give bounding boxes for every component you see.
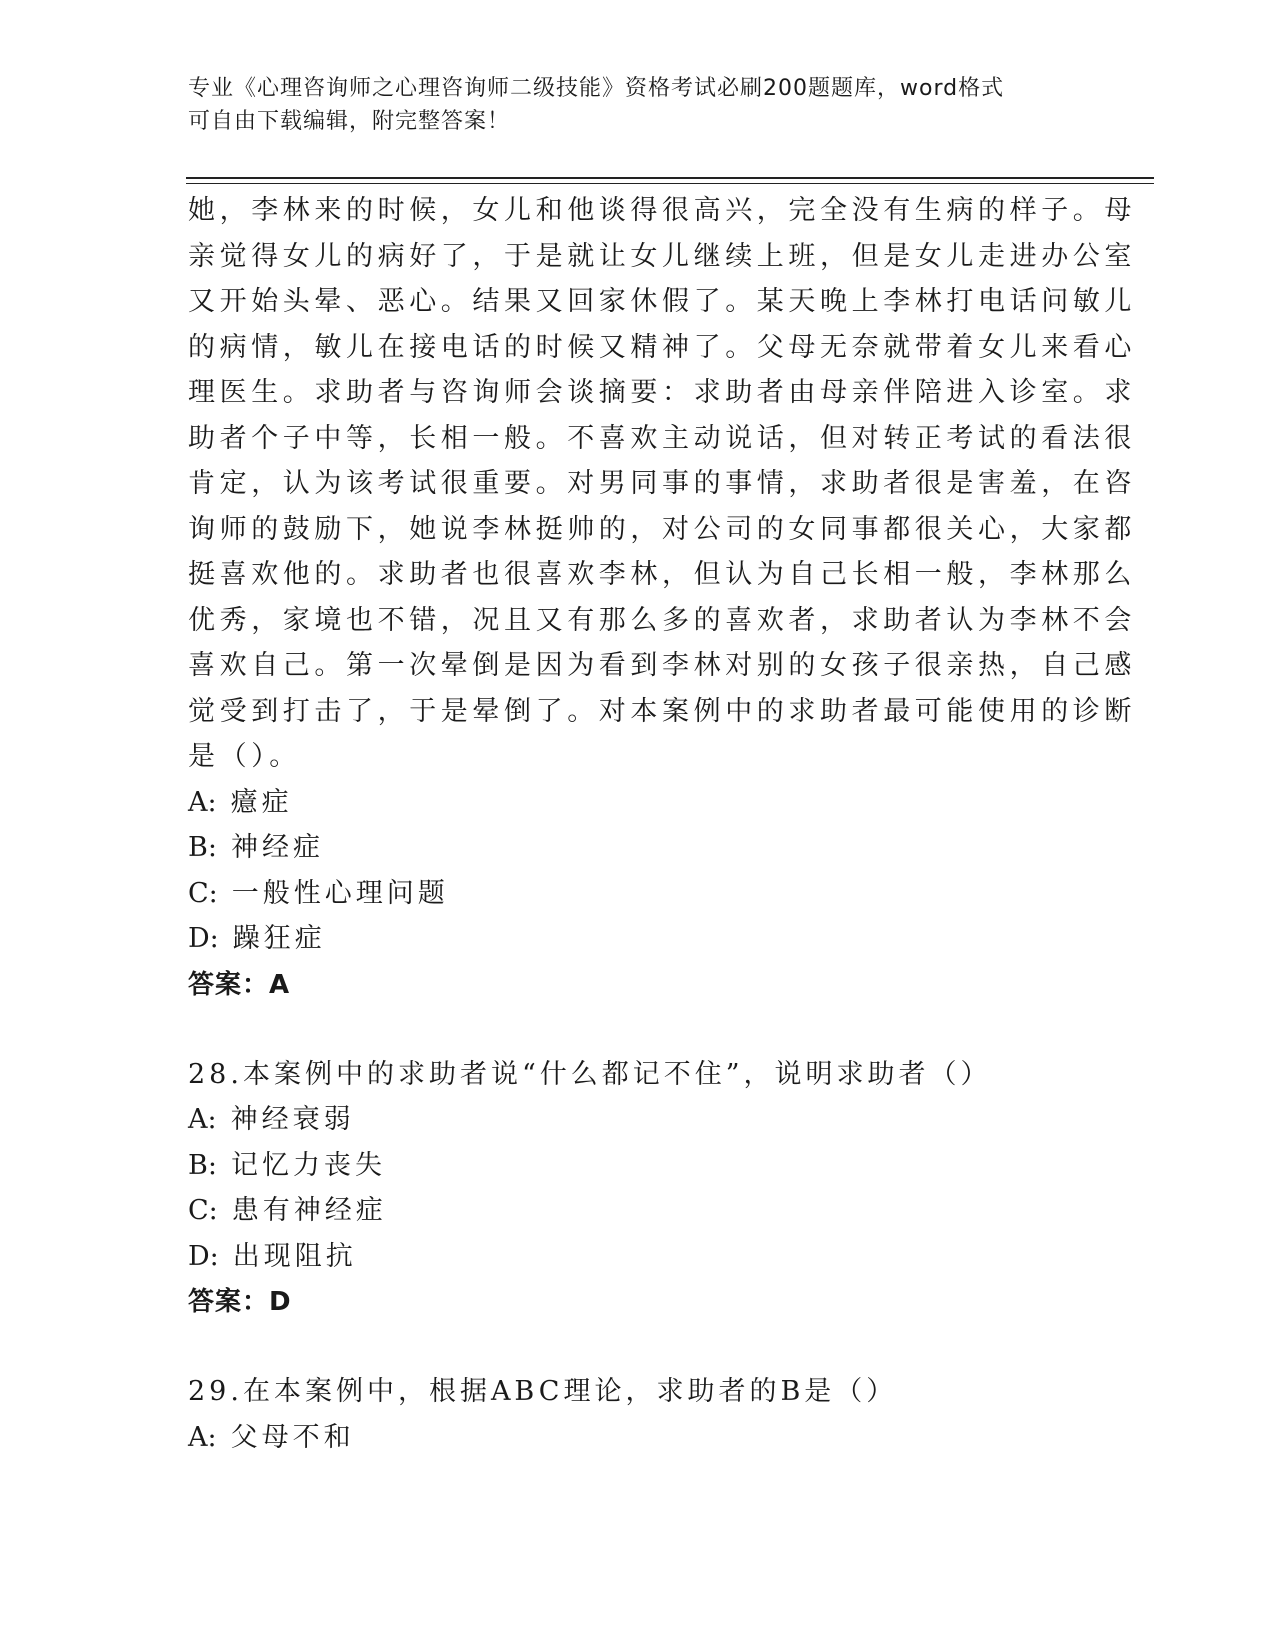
passage-line: 她，李林来的时候，女儿和他谈得很高兴，完全没有生病的样子。母 — [188, 195, 1136, 226]
option-a — [188, 1415, 1068, 1461]
option-text: 父母不和 — [230, 1421, 355, 1453]
passage-line: 挺喜欢他的。求助者也很喜欢李林，但认为自己长相一般，李林那么 — [188, 559, 1136, 590]
passage-line: 亲觉得女儿的病好了，于是就让女儿继续上班，但是女儿走进办公室 — [188, 240, 1136, 272]
option-b — [188, 1143, 1068, 1189]
header-divider-thick — [186, 177, 1154, 179]
option-text: 一般性心理问题 — [231, 877, 449, 909]
option-key: D: — [188, 1240, 219, 1272]
passage-line: 理医生。求助者与咨询师会谈摘要：求助者由母亲伴陪进入诊室。求 — [188, 377, 1136, 408]
header-line-1: 专业《心理咨询师之心理咨询师二级技能》资格考试必刷200题题库，word格式 — [188, 76, 1005, 101]
option-key: C: — [188, 877, 218, 909]
passage-line: 询师的鼓励下，她说李林挺帅的，对公司的女同事都很关心，大家都 — [188, 513, 1136, 545]
passage-line: 喜欢自己。第一次晕倒是因为看到李林对别的女孩子很亲热，自己感 — [188, 650, 1136, 681]
q27-options — [188, 780, 1068, 962]
option-d — [188, 916, 1068, 962]
passage-line: 是（）。 — [188, 741, 301, 772]
document-header — [188, 72, 1068, 138]
option-c — [188, 1188, 1068, 1234]
option-c — [188, 871, 1068, 917]
option-text: 神经衰弱 — [230, 1104, 355, 1135]
option-b — [188, 825, 1068, 871]
option-text: 患有神经症 — [231, 1195, 387, 1226]
question-title: 28.本案例中的求助者说“什么都记不住”，说明求助者（） — [188, 1058, 992, 1090]
option-text: 躁狂症 — [232, 923, 326, 954]
option-key: C: — [188, 1195, 218, 1226]
passage-line: 觉受到打击了，于是晕倒了。对本案例中的求助者最可能使用的诊断 — [188, 695, 1136, 727]
option-key: D: — [188, 923, 219, 954]
passage-line: 又开始头晕、恶心。结果又回家休假了。某天晚上李林打电话问敏儿 — [188, 286, 1136, 317]
question-28 — [188, 1052, 1068, 1326]
option-text: 出现阻抗 — [232, 1240, 357, 1272]
passage-line: 肯定，认为该考试很重要。对男同事的事情，求助者很是害羞，在咨 — [188, 468, 1136, 499]
option-text: 癔症 — [230, 786, 293, 818]
option-a — [188, 1097, 1068, 1143]
option-d — [188, 1234, 1068, 1280]
q27-answer: 答案：A — [188, 969, 291, 1000]
case-passage — [188, 188, 1136, 780]
q28-answer: 答案：D — [188, 1287, 292, 1317]
passage-line: 的病情，敏儿在接电话的时候又精神了。父母无奈就带着女儿来看心 — [188, 331, 1136, 363]
option-key: A: — [188, 786, 217, 818]
option-text: 记忆力丧失 — [230, 1149, 386, 1181]
question-29 — [188, 1369, 1068, 1460]
document-body — [188, 188, 1136, 1460]
option-text: 神经症 — [230, 832, 324, 863]
option-key: B: — [188, 1149, 217, 1181]
header-line-2: 可自由下载编辑，附完整答案！ — [188, 109, 511, 134]
passage-line: 优秀，家境也不错，况且又有那么多的喜欢者，求助者认为李林不会 — [188, 604, 1136, 636]
option-a — [188, 780, 1068, 826]
passage-line: 助者个子中等，长相一般。不喜欢主动说话，但对转正考试的看法很 — [188, 422, 1136, 454]
question-title: 29.在本案例中，根据ABC理论，求助者的B是（） — [188, 1376, 898, 1407]
option-key: B: — [188, 832, 217, 863]
option-key: A: — [188, 1421, 217, 1453]
option-key: A: — [188, 1104, 217, 1135]
header-divider-thin — [186, 183, 1154, 184]
